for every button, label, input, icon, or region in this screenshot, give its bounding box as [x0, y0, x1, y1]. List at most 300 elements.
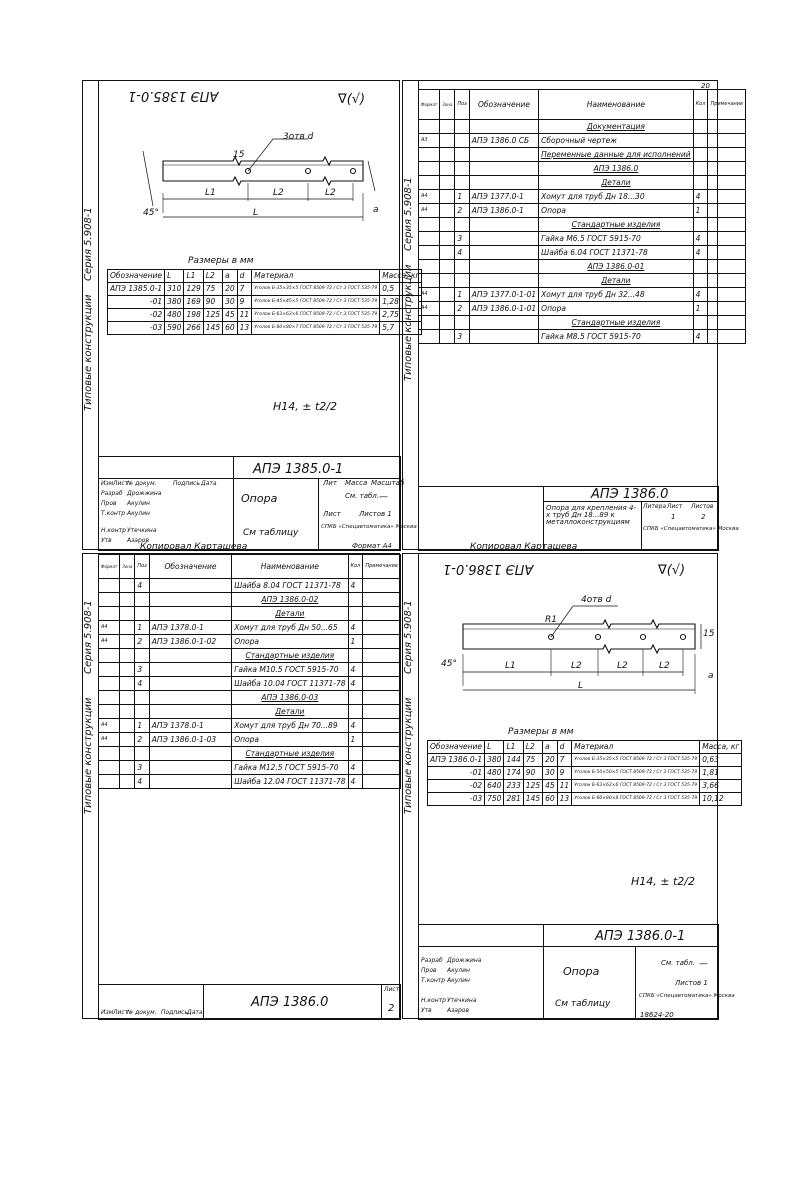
divider	[543, 924, 544, 1020]
spec-note-cell	[363, 733, 401, 747]
spec-zone-cell	[440, 288, 455, 302]
spec-note-cell	[708, 176, 746, 190]
spec-qty-cell	[693, 162, 708, 176]
sheet-1	[82, 80, 420, 550]
spec-name-cell: Гайка М8.5 ГОСТ 5915-70	[539, 330, 693, 344]
stamp-name: Утечкина	[447, 997, 477, 1004]
stamp-label: Дата	[201, 480, 217, 487]
spec-note-cell	[363, 761, 401, 775]
spec-note-cell	[708, 316, 746, 330]
table-row	[419, 148, 746, 162]
spec-pos-cell	[455, 120, 469, 134]
spec-note-cell	[363, 705, 401, 719]
spec-code-cell	[469, 120, 538, 134]
spec-qty-cell	[348, 691, 363, 705]
spec-qty-cell: 1	[348, 733, 363, 747]
spec-qty-cell: 4	[348, 621, 363, 635]
spec-name-cell: Хомут для труб Дн 50...65	[232, 621, 348, 635]
spec-pos-cell	[455, 176, 469, 190]
spec-format-cell: А4	[419, 190, 440, 204]
spec-code-cell	[149, 677, 231, 691]
table-row	[419, 162, 746, 176]
table-row	[99, 579, 401, 593]
sheet-4-scale-value: —	[699, 959, 708, 969]
spec-note-cell	[708, 302, 746, 316]
spec-name-cell: Шайба 8.04 ГОСТ 11371-78	[232, 579, 348, 593]
header-cell: L1	[184, 270, 203, 283]
sheet-1-size-table	[107, 269, 422, 335]
table-row	[419, 120, 746, 134]
spec-code-cell	[469, 330, 538, 344]
spec-note-cell	[708, 288, 746, 302]
spec-note-cell	[363, 691, 401, 705]
spec-note-cell	[363, 635, 401, 649]
spec-zone-cell	[440, 330, 455, 344]
spec-code-cell	[149, 607, 231, 621]
spec-pos-cell	[135, 747, 149, 761]
spec-code-cell	[149, 593, 231, 607]
spec-zone-cell	[120, 761, 135, 775]
table-row	[99, 593, 401, 607]
spec-zone-cell	[440, 232, 455, 246]
spec-note-cell	[363, 593, 401, 607]
sheet-3-series: Серия 5.908-1	[83, 600, 94, 674]
spec-zone-cell	[120, 719, 135, 733]
spec-format-cell	[99, 663, 120, 677]
table-row	[99, 635, 401, 649]
spec-pos-cell: 3	[455, 232, 469, 246]
spec-qty-cell: 4	[348, 677, 363, 691]
header-cell: L	[485, 741, 504, 754]
spec-note-cell	[708, 190, 746, 204]
spec-pos-cell	[135, 607, 149, 621]
header-cell: L2	[523, 741, 542, 754]
sheet-4-series-alt: Типовые конструкции	[403, 697, 414, 814]
spec-format-cell	[419, 274, 440, 288]
spec-name-cell: Переменные данные для исполнений	[539, 148, 693, 162]
sheet-4-dim-l1: L1	[505, 661, 516, 671]
spec-format-cell	[99, 677, 120, 691]
spec-name-cell: Детали	[232, 705, 348, 719]
sheet-3	[82, 553, 400, 1019]
table-row	[419, 260, 746, 274]
stamp-role: Т.контр	[101, 510, 126, 517]
spec-zone-cell	[120, 663, 135, 677]
sheet-4-series: Серия 5.908-1	[403, 600, 414, 674]
sheet-1-dim-l2b: L2	[325, 188, 336, 198]
spec-pos-cell	[455, 148, 469, 162]
table-row	[99, 761, 401, 775]
sheet-4-dim-l2c: L2	[659, 661, 670, 671]
spec-note-cell	[708, 120, 746, 134]
spec-code-cell: АПЭ 1377.0-1-01	[469, 288, 538, 302]
sheet-4-org: СПКБ «Спецавтоматика» Москва	[639, 993, 735, 999]
spec-name-cell: АПЭ 1386.0-03	[232, 691, 348, 705]
spec-note-cell	[363, 747, 401, 761]
table-row	[99, 649, 401, 663]
spec-format-cell	[419, 176, 440, 190]
spec-note-cell	[708, 232, 746, 246]
spec-pos-cell	[455, 260, 469, 274]
table-row	[99, 747, 401, 761]
sheet-4-part-drawing	[433, 594, 713, 714]
spec-pos-cell: 3	[455, 330, 469, 344]
header-cell: Обозначение	[108, 270, 165, 283]
spec-name-cell: Детали	[539, 176, 693, 190]
spec-code-cell	[469, 246, 538, 260]
sheet-2-sheets-label: Листов	[691, 503, 714, 510]
sheet-4-dim-l2a: L2	[571, 661, 582, 671]
spec-code-cell	[469, 232, 538, 246]
sheet-4-sheets-label: Листов 1	[675, 979, 708, 987]
spec-format-cell	[99, 705, 120, 719]
spec-name-cell: Хомут для труб Дн 18...30	[539, 190, 693, 204]
stamp-name: Акулин	[447, 977, 470, 984]
spec-name-cell: Опора	[232, 635, 348, 649]
sheet-1-part-drawing	[123, 121, 383, 241]
spec-format-cell	[419, 316, 440, 330]
sheet-4-title-name: Опора	[563, 965, 600, 978]
spec-format-cell	[419, 120, 440, 134]
spec-pos-cell: 1	[455, 288, 469, 302]
spec-code-cell	[149, 761, 231, 775]
spec-code-cell: АПЭ 1386.0-1-02	[149, 635, 231, 649]
spec-zone-cell	[440, 260, 455, 274]
spec-code-cell	[149, 691, 231, 705]
sheet-2	[402, 80, 744, 550]
header-cell: Материал	[572, 741, 700, 754]
sheet-1-org: СПКБ «Спецавтоматика» Москва	[321, 524, 417, 530]
spec-zone-cell	[440, 302, 455, 316]
spec-zone-cell	[120, 593, 135, 607]
sheet-1-sheet-label: Лист	[323, 510, 341, 518]
spec-code-cell	[149, 663, 231, 677]
spec-qty-cell	[693, 260, 708, 274]
spec-pos-cell	[455, 218, 469, 232]
spec-zone-cell	[440, 162, 455, 176]
sheet-4-see-table: См таблицу	[555, 999, 611, 1009]
spec-format-cell: А4	[99, 719, 120, 733]
spec-pos-cell: 2	[455, 302, 469, 316]
header-cell: a	[543, 741, 558, 754]
stamp-label: № докум.	[127, 1009, 157, 1016]
table-row	[419, 288, 746, 302]
spec-code-cell: АПЭ 1378.0-1	[149, 621, 231, 635]
spec-zone-cell	[440, 120, 455, 134]
stamp-role: Пров	[421, 967, 437, 974]
spec-qty-cell: 4	[693, 246, 708, 260]
sheet-2-lit-label: Литера	[643, 503, 667, 510]
table-row	[419, 204, 746, 218]
spec-format-cell: А3	[419, 134, 440, 148]
stamp-label: № докум.	[127, 480, 157, 487]
spec-note-cell	[708, 204, 746, 218]
table-row	[419, 232, 746, 246]
spec-note-cell	[708, 260, 746, 274]
sheet-4-table-caption: Размеры в мм	[508, 727, 574, 737]
spec-qty-cell	[693, 274, 708, 288]
header-cell: L1	[504, 741, 523, 754]
divider	[233, 456, 234, 551]
sheet-1-see-table: См таблицу	[243, 528, 299, 538]
spec-format-cell	[99, 747, 120, 761]
spec-zone-cell	[440, 190, 455, 204]
spec-qty-cell	[348, 649, 363, 663]
spec-qty-cell: 4	[693, 288, 708, 302]
table-row: АПЭ 1386.0-1 380 144 75 20 7 Уголок Б-35×35×5 ГОСТ 8509-72 / Ст 3 ГОСТ 535-79 0,63	[428, 754, 742, 767]
spec-qty-cell	[693, 120, 708, 134]
sheet-4-dim-l2b: L2	[617, 661, 628, 671]
spec-qty-cell: 4	[348, 579, 363, 593]
spec-zone-cell	[440, 246, 455, 260]
sheet-1-inverted-title: АПЭ 1385.0-1	[128, 88, 219, 103]
sheet-4-inverted-title: АПЭ 1386.0-1	[443, 561, 534, 576]
sheet-1-title-code: АПЭ 1385.0-1	[253, 462, 344, 477]
spec-name-cell: Хомут для труб Дн 70...89	[232, 719, 348, 733]
spec-note-cell	[363, 663, 401, 677]
spec-pos-cell: 4	[135, 579, 149, 593]
table-row	[99, 663, 401, 677]
sheet-1-dim-45: 45°	[143, 208, 159, 218]
stamp-name: Акулин	[447, 967, 470, 974]
spec-note-cell	[363, 607, 401, 621]
spec-name-cell: АПЭ 1386.0-02	[232, 593, 348, 607]
spec-format-cell	[99, 593, 120, 607]
table-row	[99, 621, 401, 635]
spec-code-cell: АПЭ 1378.0-1	[149, 719, 231, 733]
spec-zone-cell	[120, 747, 135, 761]
sheet-1-title-name: Опора	[241, 492, 278, 505]
sheet-1-dim-15: 15	[233, 150, 245, 160]
sheet-3-sheet-label: Лист	[384, 986, 400, 993]
sheet-1-table-caption: Размеры в мм	[188, 256, 254, 266]
sheet-1-scale-label: Масштаб	[371, 479, 405, 487]
spec-zone-cell	[120, 691, 135, 705]
spec-zone-cell	[440, 316, 455, 330]
stamp-label: Изм	[101, 480, 114, 487]
spec-format-cell: А4	[419, 288, 440, 302]
spec-name-cell: Гайка М10.5 ГОСТ 5915-70	[232, 663, 348, 677]
spec-pos-cell: 3	[135, 761, 149, 775]
spec-qty-cell: 4	[348, 761, 363, 775]
table-header-row	[108, 270, 422, 283]
spec-note-cell	[363, 677, 401, 691]
sheet-3-sheet-value: 2	[388, 1003, 395, 1014]
table-row	[419, 316, 746, 330]
spec-pos-cell: 1	[455, 190, 469, 204]
stamp-role: Утв	[421, 1007, 432, 1014]
spec-qty-cell: 4	[693, 190, 708, 204]
spec-code-cell	[469, 176, 538, 190]
sheet-2-sheet-value: 1	[671, 513, 676, 521]
table-row	[419, 302, 746, 316]
spec-name-cell: Шайба 10.04 ГОСТ 11371-78	[232, 677, 348, 691]
spec-code-cell	[149, 579, 231, 593]
spec-code-cell	[469, 316, 538, 330]
header-cell: L	[165, 270, 184, 283]
spec-zone-cell	[120, 649, 135, 663]
stamp-name: Дрожжина	[447, 957, 482, 964]
stamp-role: Разраб	[101, 490, 123, 497]
sheet-1-mass-value: См. табл.	[345, 492, 380, 500]
table-row	[419, 246, 746, 260]
table-row	[99, 677, 401, 691]
stamp-role: Разраб	[421, 957, 443, 964]
stamp-name: Азаров	[447, 1007, 469, 1014]
header-cell: L2	[203, 270, 222, 283]
sheet-3-series-alt: Типовые конструкции	[83, 697, 94, 814]
spec-format-cell: А4	[419, 302, 440, 316]
sheet-2-spec-table	[418, 89, 746, 344]
table-row	[419, 134, 746, 148]
sheet-4-roughness: ∇(√)	[658, 563, 686, 578]
spec-pos-cell: 2	[135, 733, 149, 747]
spec-note-cell	[363, 649, 401, 663]
sheet-4-title-code: АПЭ 1386.0-1	[595, 929, 686, 944]
stamp-label: Лист	[113, 1009, 129, 1016]
stamp-label: Лист	[113, 480, 129, 487]
divider	[418, 946, 719, 947]
spec-name-cell: Гайка М12.5 ГОСТ 5915-70	[232, 761, 348, 775]
spec-qty-cell	[693, 218, 708, 232]
sheet-1-lit-label: Лит	[323, 479, 337, 487]
header-cell: d	[237, 270, 252, 283]
spec-zone-cell	[120, 775, 135, 789]
sheet-1-mass-label: Масса	[345, 479, 368, 487]
stamp-name: Азаров	[127, 537, 149, 544]
spec-pos-cell	[455, 274, 469, 288]
spec-code-cell	[149, 747, 231, 761]
spec-qty-cell	[348, 747, 363, 761]
spec-format-cell	[419, 148, 440, 162]
table-row	[419, 274, 746, 288]
sheet-1-dim-l: L	[253, 208, 259, 218]
spec-code-cell	[469, 218, 538, 232]
spec-pos-cell	[455, 316, 469, 330]
spec-qty-cell: 1	[693, 302, 708, 316]
spec-qty-cell	[348, 593, 363, 607]
spec-qty-cell: 4	[693, 232, 708, 246]
stamp-name: Акулин	[127, 510, 150, 517]
spec-zone-cell	[440, 176, 455, 190]
sheet-3-spec-table	[98, 554, 401, 789]
spec-format-cell: А4	[99, 635, 120, 649]
spec-format-cell	[419, 260, 440, 274]
sheet-2-series: Серия 5.908-1	[403, 177, 414, 251]
divider	[203, 984, 204, 1020]
spec-format-cell: А4	[99, 733, 120, 747]
spec-note-cell	[708, 246, 746, 260]
spec-qty-cell: 4	[348, 663, 363, 677]
spec-qty-cell: 1	[693, 204, 708, 218]
spec-qty-cell	[693, 316, 708, 330]
sheet-1-roughness: ∇(√)	[338, 92, 366, 107]
spec-pos-cell: 4	[455, 246, 469, 260]
footer-copied-by-1: Копировал Карташева	[140, 542, 248, 552]
spec-pos-cell	[455, 162, 469, 176]
spec-qty-cell	[693, 148, 708, 162]
stamp-label: Дата	[187, 1009, 203, 1016]
sheet-4-dim-a: a	[708, 671, 714, 681]
sheet-1-tolerance: H14, ± t2/2	[273, 400, 337, 413]
table-row	[419, 218, 746, 232]
header-cell: a	[223, 270, 238, 283]
table-row	[419, 190, 746, 204]
stamp-name: Акулин	[127, 500, 150, 507]
spec-note-cell	[363, 775, 401, 789]
sheet-1-hole-label: 3отв d	[283, 132, 314, 142]
spec-note-cell	[708, 134, 746, 148]
spec-format-cell	[99, 691, 120, 705]
header-cell: d	[557, 741, 572, 754]
spec-pos-cell	[135, 649, 149, 663]
spec-code-cell: АПЭ 1386.0-1-03	[149, 733, 231, 747]
spec-pos-cell	[135, 593, 149, 607]
table-row: -03 590 266 145 60 13 Уголок Б-80×80×7 ГОСТ 8509-72 / Ст 3 ГОСТ 535-79 5,7	[108, 322, 422, 335]
spec-code-cell	[469, 274, 538, 288]
spec-pos-cell	[455, 134, 469, 148]
stamp-role: Н.контр	[421, 997, 446, 1004]
sheet-4-hole-label: 4отв d	[581, 595, 612, 605]
spec-name-cell: АПЭ 1386.0	[539, 162, 693, 176]
spec-qty-cell: 4	[348, 775, 363, 789]
footer-number: 18624-20	[640, 1011, 674, 1019]
spec-name-cell: Шайба 6.04 ГОСТ 11371-78	[539, 246, 693, 260]
spec-format-cell	[99, 607, 120, 621]
spec-code-cell: АПЭ 1386.0-1-01	[469, 302, 538, 316]
spec-qty-cell: 4	[348, 719, 363, 733]
stamp-label: Подпись	[161, 1009, 188, 1016]
sheet-2-title-code: АПЭ 1386.0	[591, 487, 669, 502]
spec-note-cell	[708, 218, 746, 232]
sheet-4	[402, 553, 740, 1019]
sheet-4-dim-r: R1	[545, 615, 557, 625]
spec-code-cell	[149, 775, 231, 789]
spec-zone-cell	[440, 274, 455, 288]
sheet-1-series: Серия 5.908-1	[83, 207, 94, 281]
spec-code-cell: АПЭ 1386.0-1	[469, 204, 538, 218]
spec-format-cell	[419, 162, 440, 176]
stamp-label: Подпись	[173, 480, 200, 487]
spec-pos-cell	[135, 705, 149, 719]
sheet-2-sheet-number: 20	[701, 82, 710, 90]
spec-name-cell: Гайка М6.5 ГОСТ 5915-70	[539, 232, 693, 246]
spec-zone-cell	[120, 579, 135, 593]
sheet-1-dim-a: a	[373, 205, 379, 215]
spec-name-cell: Шайба 12.04 ГОСТ 11371-78	[232, 775, 348, 789]
spec-name-cell: Опора	[539, 302, 693, 316]
spec-format-cell	[99, 761, 120, 775]
spec-name-cell: Документация	[539, 120, 693, 134]
spec-pos-cell: 2	[455, 204, 469, 218]
spec-note-cell	[708, 330, 746, 344]
sheet-1-scale-value: —	[379, 492, 388, 502]
sheet-1-dim-l1: L1	[205, 188, 216, 198]
spec-pos-cell: 1	[135, 621, 149, 635]
spec-zone-cell	[120, 677, 135, 691]
spec-zone-cell	[120, 705, 135, 719]
spec-format-cell	[99, 579, 120, 593]
spec-name-cell: Стандартные изделия	[539, 218, 693, 232]
spec-format-cell	[419, 232, 440, 246]
sheet-2-title-name: Опора для крепления 4-х труб Дн 18...89 к металлоконструкциям	[546, 504, 636, 526]
table-row: -02 480 198 125 45 11 Уголок Б-63×63×6 ГОСТ 8509-72 / Ст 3 ГОСТ 535-79 2,75	[108, 309, 422, 322]
spec-qty-cell: 1	[348, 635, 363, 649]
spec-code-cell: АПЭ 1377.0-1	[469, 190, 538, 204]
spec-format-cell: А4	[419, 204, 440, 218]
spec-zone-cell	[440, 148, 455, 162]
spec-note-cell	[708, 148, 746, 162]
